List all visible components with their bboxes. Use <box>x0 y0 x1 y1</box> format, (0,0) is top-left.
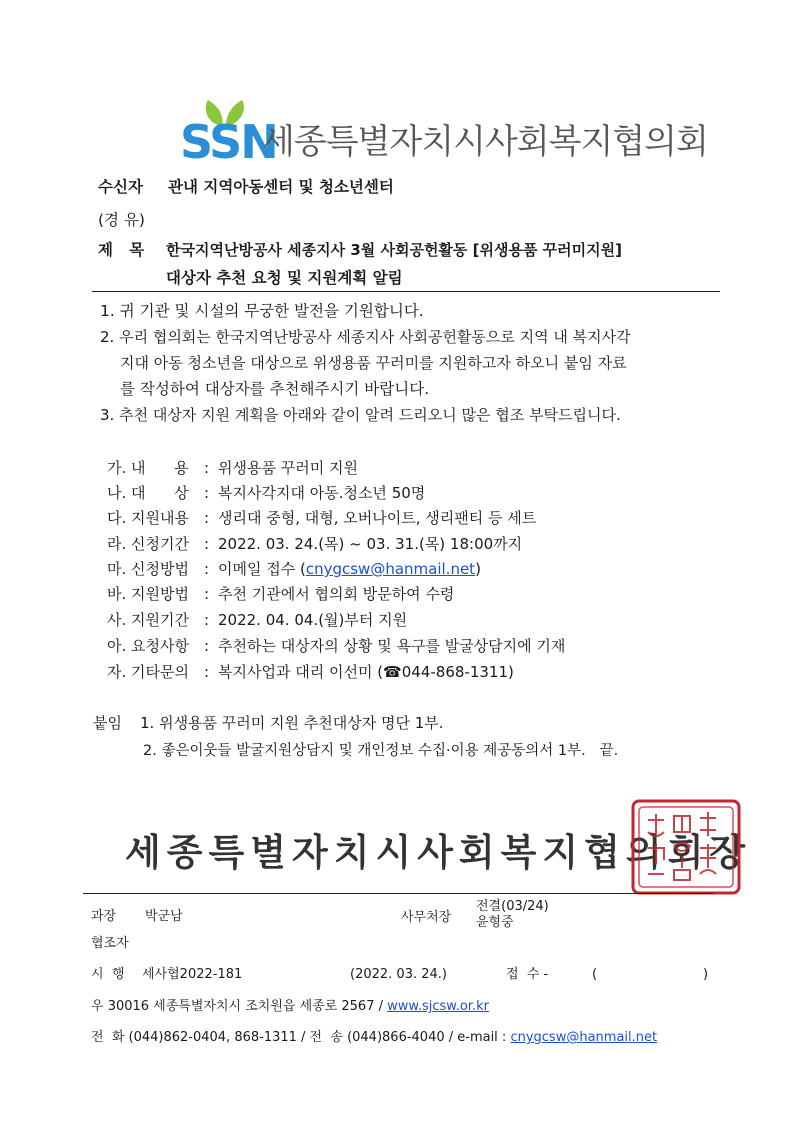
plan-item-sep: : <box>204 611 210 629</box>
plan-item-label: 라. 신청기간 <box>107 535 189 553</box>
plan-item-value-close: ) <box>475 560 481 578</box>
receipt-close-paren: ) <box>703 967 709 982</box>
plan-item <box>107 458 358 478</box>
plan-item-label: 나. 대 상 <box>107 484 189 502</box>
attachment-2: 2. 좋은이웃들 발굴지원상담지 및 개인정보 수집·이용 제공동의서 1부. 끝. <box>143 743 619 759</box>
plan-item-value: 생리대 중형, 대형, 오버나이트, 생리팬티 등 세트 <box>218 509 537 527</box>
receipt-label: 접 수 - <box>506 967 549 982</box>
footer-email-link[interactable]: cnygcsw@hanmail.net <box>510 1030 658 1045</box>
subject-label: 제 목 <box>98 241 145 259</box>
paragraph-2-line-1: 2. 우리 협의회는 한국지역난방공사 세종지사 사회공헌활동으로 지역 내 복지사각 <box>100 328 631 346</box>
plan-item <box>107 483 425 503</box>
paragraph-1: 1. 귀 기관 및 시설의 무궁한 발전을 기원합니다. <box>100 302 424 320</box>
plan-item-sep: : <box>204 637 210 655</box>
plan-item-value: 2022. 04. 04.(월)부터 지원 <box>218 611 408 629</box>
plan-item-value: 2022. 03. 24.(목) ~ 03. 31.(목) 18:00까지 <box>218 535 523 553</box>
plan-item-value: 복지사업과 대리 이선미 (☎044-868-1311) <box>218 663 514 681</box>
plan-item-sep: : <box>204 535 210 553</box>
recipient-label: 수신자 <box>98 178 143 196</box>
plan-item-label: 다. 지원내용 <box>107 509 189 527</box>
application-email-link[interactable]: cnygcsw@hanmail.net <box>305 560 476 578</box>
plan-item <box>107 508 536 528</box>
address-line <box>91 998 489 1016</box>
approval-note: 전결(03/24) <box>476 899 549 914</box>
attachment-label: 붙임 <box>93 714 122 732</box>
plan-item-sep: : <box>204 509 210 527</box>
ssn-logo-text: SSN <box>180 115 277 169</box>
recipient-value: 관내 지역아동센터 및 청소년센터 <box>168 178 394 196</box>
phone-fax-text: 전 화 (044)862-0404, 868-1311 / 전 송 (044)866-4040 / e-mail : <box>91 1030 507 1045</box>
plan-item <box>107 662 514 682</box>
contact-line <box>91 1029 657 1047</box>
receipt-open-paren: ( <box>592 967 598 982</box>
director-name: 윤형중 <box>476 915 514 930</box>
website-link[interactable]: www.sjcsw.or.kr <box>387 999 489 1014</box>
plan-item-value: 복지사각지대 아동.청소년 50명 <box>218 484 426 502</box>
address-text: 우 30016 세종특별자치시 조치원읍 세종로 2567 / <box>91 999 383 1014</box>
plan-item-sep: : <box>204 585 210 603</box>
footer-divider <box>83 893 713 894</box>
subject-line-2: 대상자 추천 요청 및 지원계획 알림 <box>166 269 403 287</box>
plan-item-value: 추천하는 대상자의 상황 및 욕구를 발굴상담지에 기재 <box>218 637 566 655</box>
paragraph-2-line-2: 지대 아동 청소년을 대상으로 위생용품 꾸러미를 지원하고자 하오니 붙임 자료 <box>120 354 627 372</box>
director-label: 사무처장 <box>401 910 452 925</box>
plan-item-sep: : <box>204 560 210 578</box>
plan-item-label: 바. 지원방법 <box>107 585 189 603</box>
via-label: (경 유) <box>98 211 145 229</box>
plan-item-label: 아. 요청사항 <box>107 637 189 655</box>
header-divider <box>92 291 720 292</box>
attachment-1: 1. 위생용품 꾸러미 지원 추천대상자 명단 1부. <box>140 714 444 732</box>
plan-item <box>107 584 454 604</box>
manager-label: 과장 <box>91 909 117 924</box>
exec-date: (2022. 03. 24.) <box>350 967 447 982</box>
plan-item <box>107 610 407 630</box>
plan-item-value: 추천 기관에서 협의회 방문하여 수령 <box>218 585 455 603</box>
paragraph-3: 3. 추천 대상자 지원 계획을 아래와 같이 알려 드리오니 많은 협조 부탁드립니다. <box>100 406 621 424</box>
plan-item <box>107 636 565 656</box>
issuer-signature-title: 세종특별자치시사회복지협의회장 <box>125 831 752 874</box>
plan-item-value: 위생용품 꾸러미 지원 <box>218 459 358 477</box>
cooperator-label: 협조자 <box>91 936 129 951</box>
plan-item-sep: : <box>204 663 210 681</box>
plan-item-label: 가. 내 용 <box>107 459 189 477</box>
exec-label: 시 행 <box>91 967 125 982</box>
manager-name: 박군남 <box>145 909 183 924</box>
plan-item-sep: : <box>204 459 210 477</box>
plan-item-label: 마. 신청방법 <box>107 560 189 578</box>
plan-item-value: 이메일 접수 ( <box>218 560 306 578</box>
exec-number: 세사협2022-181 <box>142 967 243 982</box>
subject-line-1: 한국지역난방공사 세종지사 3월 사회공헌활동 [위생용품 꾸러미지원] <box>166 241 622 259</box>
plan-item <box>107 534 522 554</box>
plan-item-sep: : <box>204 484 210 502</box>
official-seal-stamp-icon <box>630 798 742 896</box>
plan-item-label: 자. 기타문의 <box>107 663 189 681</box>
plan-item-label: 사. 지원기간 <box>107 611 189 629</box>
plan-item <box>107 559 481 579</box>
org-header-title: 세종특별자치시사회복지협의회 <box>262 122 708 162</box>
paragraph-2-line-3: 를 작성하여 대상자를 추천해주시기 바랍니다. <box>120 380 430 398</box>
